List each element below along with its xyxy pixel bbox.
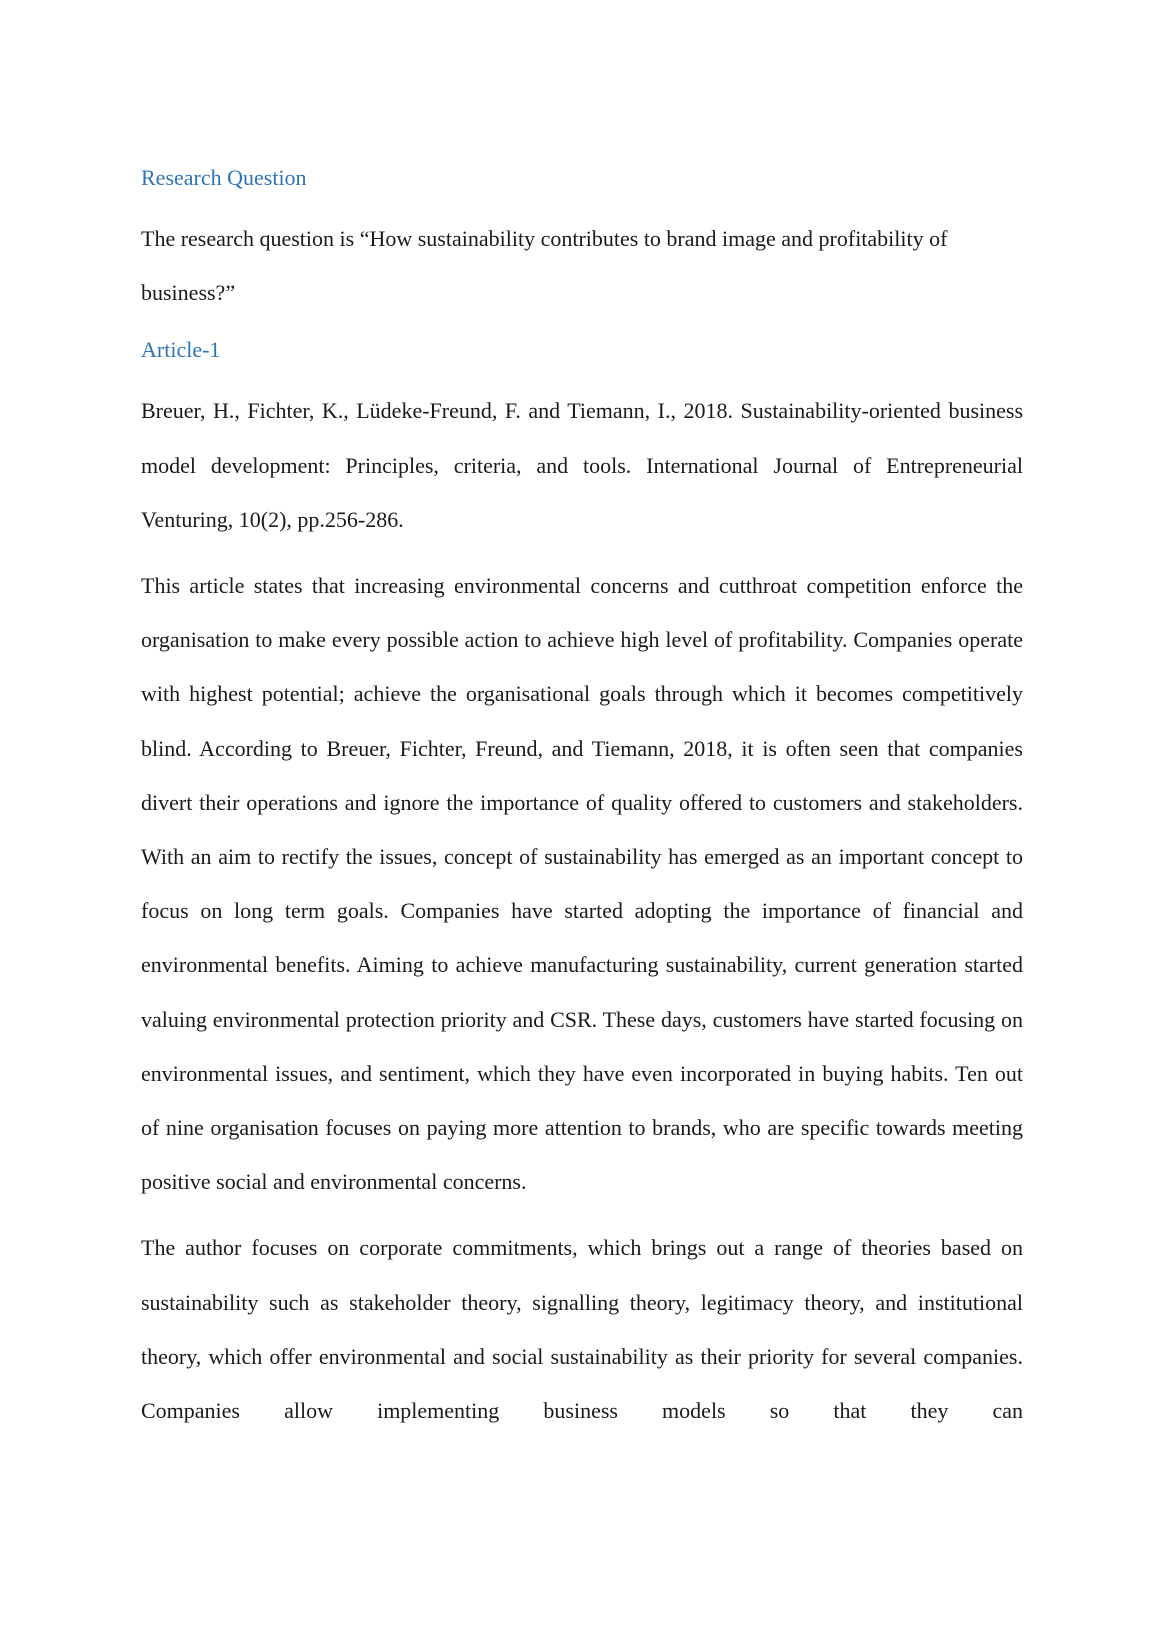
page-content xyxy=(141,160,1023,1438)
research-question-heading: Research Question xyxy=(141,165,307,190)
article-1-paragraph-1: This article states that increasing environmental concerns and cutthroat competition enforce the organisation to make every possible action to achieve high level of profitability. Companies operate with highest potential; achieve the organisational goals through which it becomes competitively blind. According to Breuer, Fichter, Freund, and Tiemann, 2018, it is often seen that companies divert their operations and ignore the importance of quality offered to customers and stakeholders. With an aim to rectify the issues, concept of sustainability has emerged as an important concept to focus on long term goals. Companies have started adopting the importance of financial and environmental benefits. Aiming to achieve manufacturing sustainability, current generation started valuing environmental protection priority and CSR. These days, customers have started focusing on environmental issues, and sentiment, which they have even incorporated in buying habits. Ten out of nine organisation focuses on paying more attention to brands, who are specific towards meeting positive social and environmental concerns. xyxy=(141,573,1023,1195)
research-question-text: The research question is “How sustainability contributes to brand image and profitability of business?” xyxy=(141,226,948,306)
article-1-paragraph-2: The author focuses on corporate commitments, which brings out a range of theories based on sustainability such as stakeholder theory, signalling theory, legitimacy theory, and institutional theory, which offer environmental and social sustainability as their priority for several companies. Companies allow implementing business models so that they can xyxy=(141,1235,1023,1424)
article-1-heading: Article-1 xyxy=(141,337,221,363)
article-1-citation: Breuer, H., Fichter, K., Lüdeke-Freund, F. and Tiemann, I., 2018. Sustainability-oriented business model development: Principles, criteria, and tools. International Journal of Entrepreneurial Venturing, 10(2), pp.256-286. xyxy=(141,398,1023,532)
